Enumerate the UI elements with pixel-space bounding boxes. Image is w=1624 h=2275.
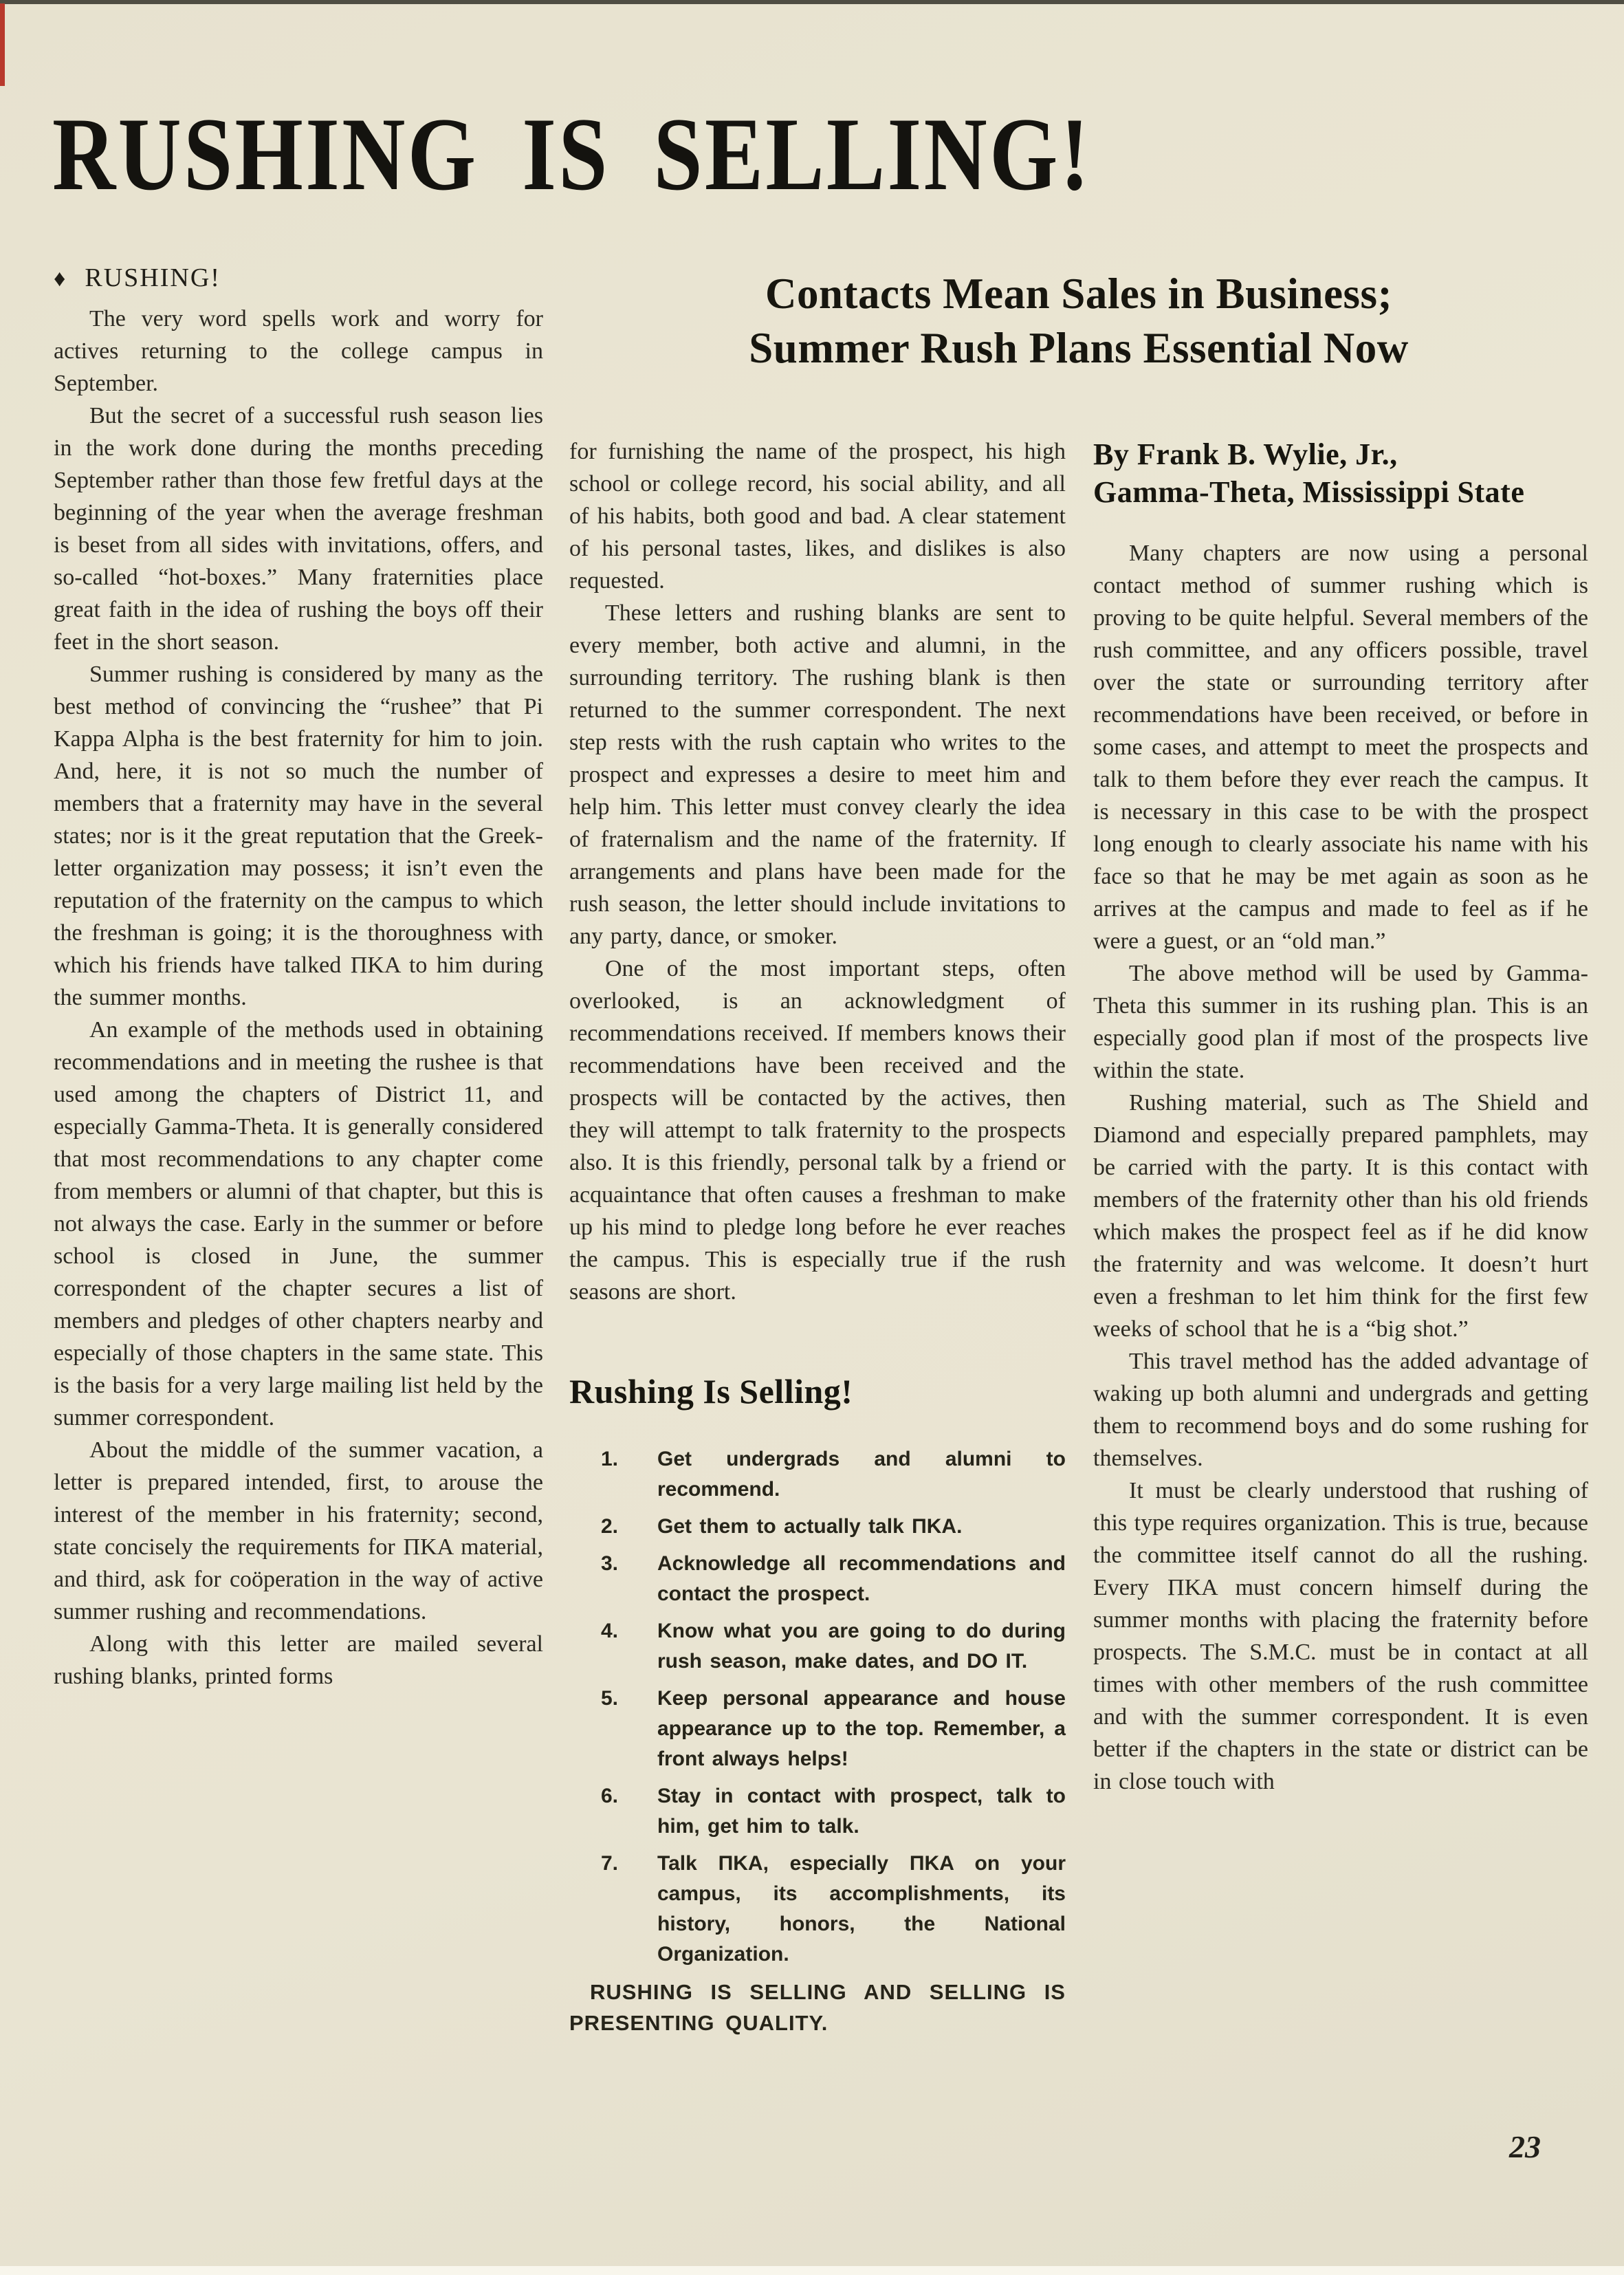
paragraph: The above method will be used by Gamma-Theta this summer in its rushing plan. This is an especially good plan if most of the prospects live within the state. — [1093, 960, 1588, 1083]
paragraph: About the middle of the summer vacation, a letter is prepared intended, first, to arouse the interest of the member in his fraternity; second, state concisely the requirements for ΠKA material, and third, ask for coöperation in the way of active summer rushing and recommendations. — [54, 1437, 543, 1624]
list-item — [569, 1781, 1066, 1842]
headline-line-1: Contacts Mean Sales in Business; — [765, 270, 1393, 318]
page-number: 23 — [1509, 2129, 1541, 2164]
list-item-text: Know what you are going to do during rush season, make dates, and DO IT. — [657, 1619, 1066, 1673]
article-zone — [569, 267, 1588, 2038]
closing-statement: RUSHING IS SELLING AND SELLING IS PRESENTING QUALITY. — [569, 1979, 1066, 2035]
left-column — [54, 263, 543, 1692]
right-column — [1093, 435, 1588, 1798]
paragraph: The very word spells work and worry for actives returning to the college campus in September. — [54, 306, 543, 396]
paragraph: This travel method has the added advantage of waking up both alumni and undergrads and getting them to recommend boys and do some rushing for themselves. — [1093, 1348, 1588, 1471]
article-headline — [569, 267, 1588, 376]
list-item-number: 4. — [601, 1619, 619, 1642]
byline — [1093, 435, 1588, 511]
list-item — [569, 1849, 1066, 1970]
headline-line-2: Summer Rush Plans Essential Now — [749, 324, 1409, 373]
paragraph: Rushing material, such as The Shield and Diamond and especially prepared pamphlets, may be carried with the party. It is this contact with members of the fraternity other than his old friends which makes the prospect feel as if he did know the fraternity and was welcome. It doesn’t hurt even a freshman to let him think for the first few weeks of school that he is a “big shot.” — [1093, 1089, 1588, 1342]
list-item-text: Keep personal appearance and house appearance up to the top. Remember, a front always helps! — [657, 1686, 1066, 1770]
list-item — [569, 1512, 1066, 1542]
scan-top-edge — [0, 0, 1624, 4]
list-item-text: Get undergrads and alumni to recommend. — [657, 1447, 1066, 1501]
list-item-number: 2. — [601, 1514, 619, 1538]
byline-chapter: Gamma-Theta, Mississippi State — [1093, 475, 1525, 509]
middle-column — [569, 435, 1066, 2038]
list-item — [569, 1444, 1066, 1505]
page-title: RUSHING IS SELLING! — [52, 96, 1092, 212]
kicker — [54, 263, 543, 293]
list-subhead: Rushing Is Selling! — [569, 1371, 853, 1411]
list-item-text: Acknowledge all recommendations and contact the prospect. — [657, 1552, 1066, 1605]
list-item-number: 3. — [601, 1552, 619, 1575]
list-item-number: 6. — [601, 1784, 619, 1807]
paragraph: One of the most important steps, often overlooked, is an acknowledgment of recommendations received. If members knows their recommendations have been received and the prospects will be contacted by the actives, then they will attempt to talk fraternity to the prospects also. It is this friendly, personal talk by a friend or acquaintance that often causes a freshman to make up his mind to pledge long before he ever reaches the campus. This is especially true if the rush seasons are short. — [569, 955, 1066, 1305]
paragraph: Along with this letter are mailed several rushing blanks, printed forms — [54, 1631, 543, 1689]
list-item — [569, 1684, 1066, 1774]
scan-bottom-edge — [0, 2266, 1624, 2275]
kicker-label: RUSHING! — [85, 263, 221, 292]
paragraph: These letters and rushing blanks are sent to every member, both active and alumni, in the surrounding territory. The rushing blank is then returned to the summer correspondent. The next step rests with the rush captain who writes to the prospect and expresses a desire to meet him and help him. This letter must convey clearly the idea of fraternalism and the name of the fraternity. If arrangements and plans have been made for the rush season, the letter should include invitations to any party, dance, or smoker. — [569, 600, 1066, 949]
list-item-text: Stay in contact with prospect, talk to him, get him to talk. — [657, 1784, 1066, 1838]
list-item-text: Talk ΠKA, especially ΠKA on your campus, its accomplishments, its history, honors, the National Organization. — [657, 1851, 1066, 1966]
list-item — [569, 1549, 1066, 1609]
scan-red-mark — [0, 3, 5, 86]
rushing-checklist — [569, 1444, 1066, 1970]
list-item-text: Get them to actually talk ΠKA. — [657, 1514, 963, 1538]
diamond-icon: ♦ — [54, 266, 67, 292]
byline-author: By Frank B. Wylie, Jr., — [1093, 437, 1398, 471]
paragraph: Summer rushing is considered by many as the best method of convincing the “rushee” that Pi Kappa Alpha is the best fraternity for him to join. And, here, it is not so much the number of members that a fraternity may have in the several states; nor is it the great reputation that the Greek-letter organization may possess; it isn’t even the reputation of the fraternity on the campus to which the freshman is going; it is the thoroughness with which his friends have talked ΠKA to him during the summer months. — [54, 662, 543, 1010]
list-item-number: 5. — [601, 1686, 619, 1710]
list-item — [569, 1616, 1066, 1677]
paragraph: But the secret of a successful rush season lies in the work done during the months preceding September rather than those few fretful days at the beginning of the year when the average freshman is beset from all sides with invitations, offers, and so-called “hot-boxes.” Many fraternities place great faith in the idea of rushing the boys off their feet in the short season. — [54, 403, 543, 655]
list-item-number: 7. — [601, 1851, 619, 1875]
paragraph: An example of the methods used in obtaining recommendations and in meeting the rushee is that used among the chapters of District 11, and especially Gamma-Theta. It is generally considered that most recommendations to any chapter come from members or alumni of that chapter, but this is not always the case. Early in the summer or before school is closed in June, the summer correspondent of the chapter secures a list of members and pledges of other chapters nearby and especially of those chapters in the same state. This is the basis for a very large mailing list held by the summer correspondent. — [54, 1017, 543, 1430]
paragraph: Many chapters are now using a personal contact method of summer rushing which is proving to be quite helpful. Several members of the rush committee, and any officers possible, travel over the state or surrounding territory after recommendations have been received, or before in some cases, and attempt to meet the prospects and talk to them before they ever reach the campus. It is necessary in this case to be with the prospect long enough to clearly associate his name with his face so that he may be met again as soon as he arrives at the campus and made to feel as if he were a guest, or an “old man.” — [1093, 540, 1588, 954]
paragraph: It must be clearly understood that rushing of this type requires organization. This is true, because the committee itself cannot do all the rushing. Every ΠKA must concern himself during the summer months with placing the fraternity before prospects. The S.M.C. must be in contact at all times with other members of the rush committee and with the summer correspondent. It is even better if the chapters in the state or district can be in close touch with — [1093, 1477, 1588, 1794]
paragraph: for furnishing the name of the prospect, his high school or college record, his social ability, and all of his habits, both good and bad. A clear statement of his personal tastes, likes, and dislikes is also requested. — [569, 438, 1066, 594]
list-item-number: 1. — [601, 1447, 619, 1470]
